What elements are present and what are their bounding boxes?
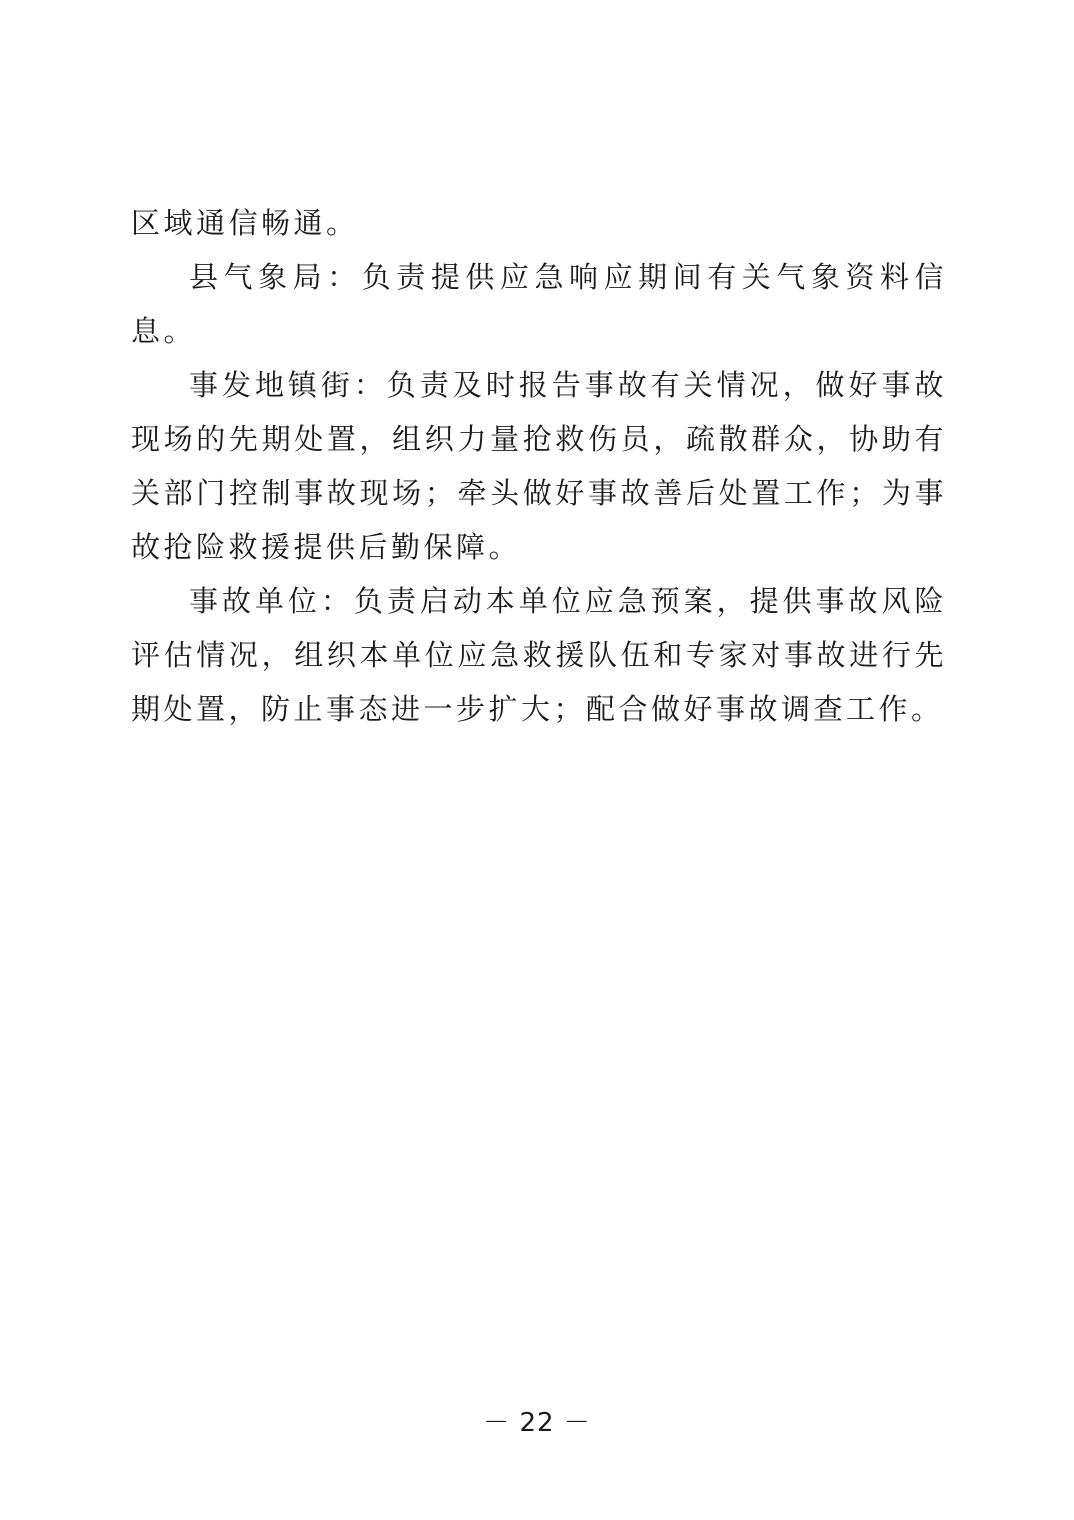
paragraph-town-street: 事发地镇街：负责及时报告事故有关情况，做好事故现场的先期处置，组织力量抢救伤员，疏散群众，协助有关部门控制事故现场；牵头做好事故善后处置工作；为事故抢险救援提供后勤保障。 <box>131 368 947 564</box>
page-number: － 22 － <box>483 1408 591 1438</box>
paragraph-continuation: 区域通信畅通。 <box>131 206 359 240</box>
paragraph-accident-unit: 事故单位：负责启动本单位应急预案，提供事故风险评估情况，组织本单位应急救援队伍和专家对事故进行先期处置，防止事态进一步扩大；配合做好事故调查工作。 <box>131 584 947 726</box>
document-body <box>131 196 947 736</box>
paragraph-weather-bureau: 县气象局：负责提供应急响应期间有关气象资料信息。 <box>131 260 947 348</box>
